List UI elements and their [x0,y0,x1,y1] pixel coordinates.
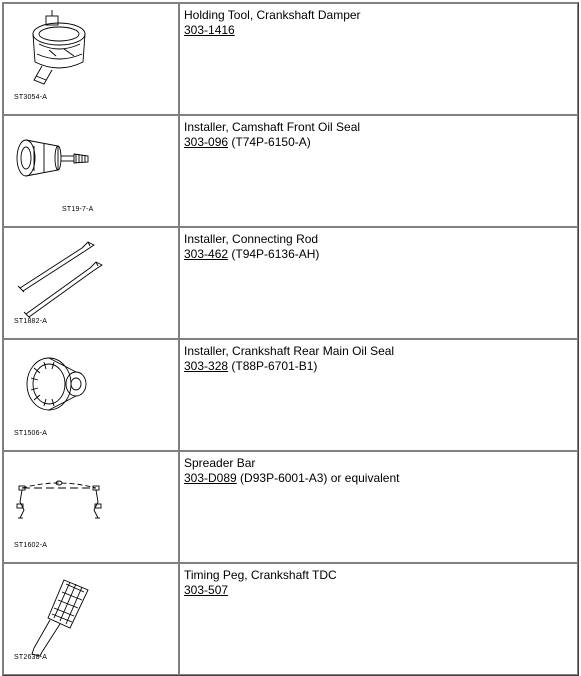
table-row [3,451,578,563]
tool-image-cell [3,227,179,339]
table-row [3,339,578,451]
table-row [3,563,578,675]
tool-part-link[interactable]: 303-1416 [184,23,235,37]
tool-alt-number: (T74P-6150-A) [228,135,311,149]
tool-part-link[interactable]: 303-462 [184,247,229,261]
tool-image-cell [3,339,179,451]
table-row [3,3,578,115]
tool-description-cell [179,3,578,115]
table-row [3,227,578,339]
tool-description-cell [179,563,578,675]
tool-name: Holding Tool, Crankshaft Damper [184,8,361,22]
special-tools-table [2,2,579,676]
tool-part-line [184,23,577,38]
tool-part-line [184,583,577,598]
tool-description-cell [179,451,578,563]
tool-name: Spreader Bar [184,456,256,470]
tool-name: Installer, Connecting Rod [184,232,319,246]
tool-image-cell [3,451,179,563]
tool-image-cell [3,563,179,675]
tool-part-link[interactable]: 303-D089 [184,471,237,485]
tool-alt-number: (D93P-6001-A3) or equivalent [236,471,400,485]
tool-part-line [184,247,577,262]
tool-description-cell [179,339,578,451]
tool-image-cell [3,115,179,227]
tool-alt-number: (T94P-6136-AH) [228,247,320,261]
image-code: ST3054-A [14,94,48,101]
table-row [3,115,578,227]
tool-part-line [184,471,577,486]
image-code: ST1602-A [14,542,48,549]
image-code: ST1506-A [14,430,48,437]
tool-part-line [184,135,577,150]
tool-part-link[interactable]: 303-096 [184,135,229,149]
image-code: ST2638-A [14,654,48,661]
tool-description-cell [179,227,578,339]
tool-image-cell [3,3,179,115]
tool-alt-number: (T88P-6701-B1) [228,359,318,373]
tool-part-line [184,359,577,374]
tool-name: Timing Peg, Crankshaft TDC [184,568,337,582]
tool-name: Installer, Crankshaft Rear Main Oil Seal [184,344,395,358]
tool-part-link[interactable]: 303-328 [184,359,229,373]
image-code: ST1882-A [14,318,48,325]
image-code: ST19-7-A [62,206,94,213]
tool-part-link[interactable]: 303-507 [184,583,229,597]
tool-description-cell [179,115,578,227]
tool-name: Installer, Camshaft Front Oil Seal [184,120,361,134]
